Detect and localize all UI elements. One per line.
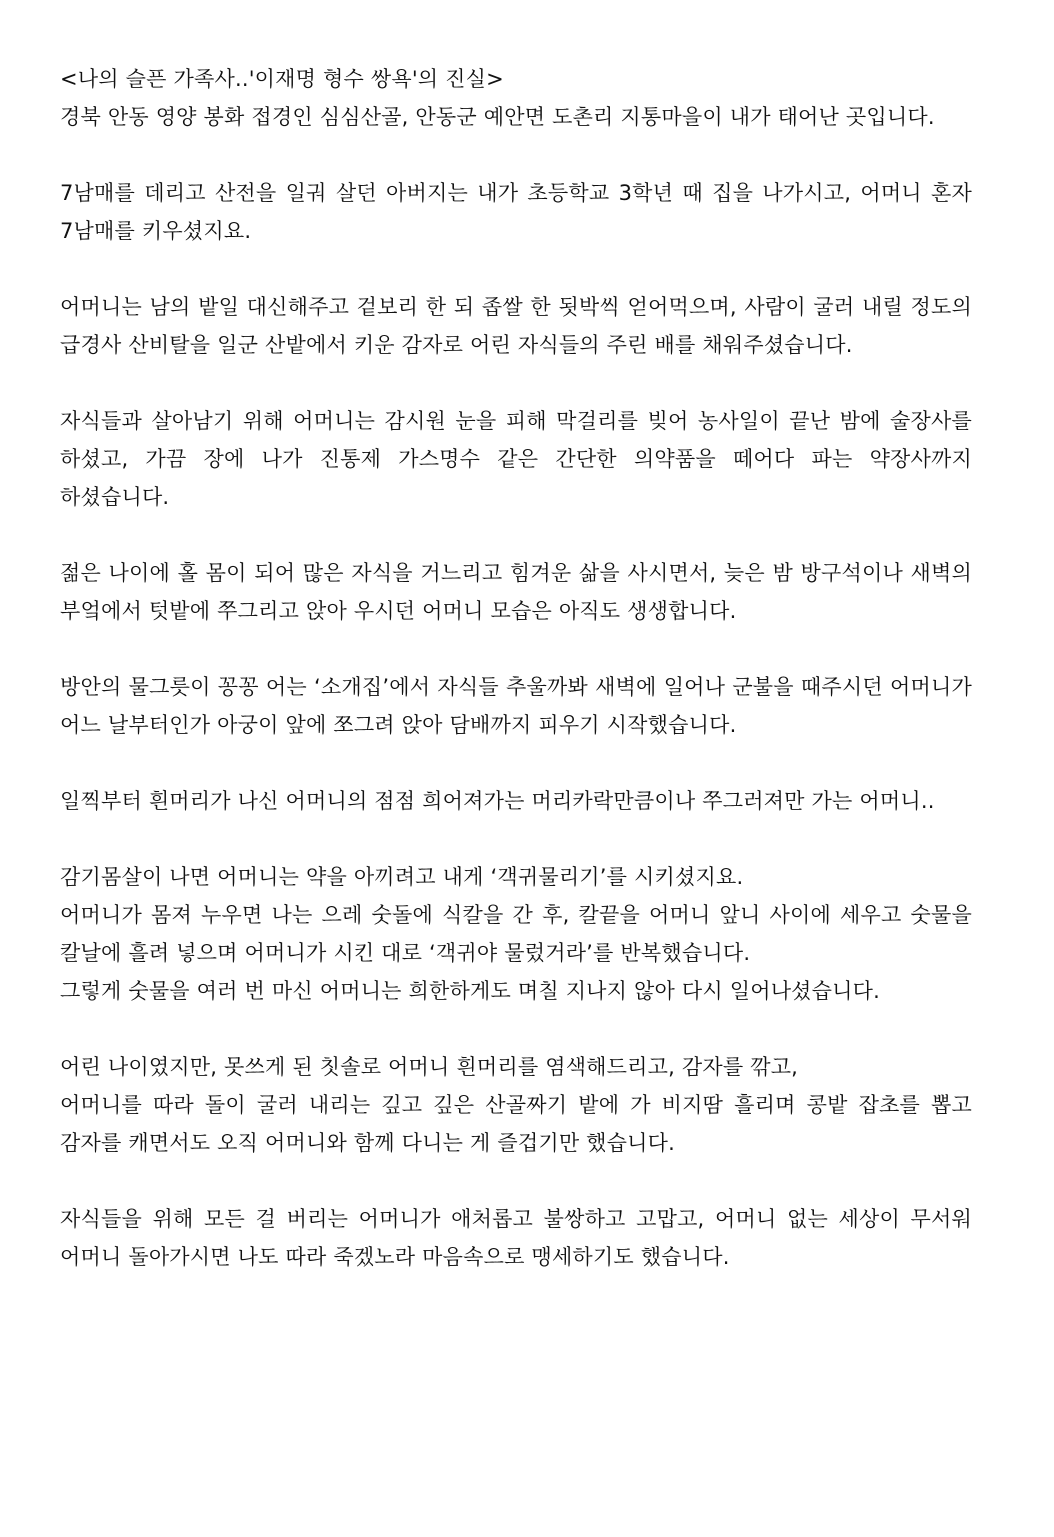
paragraph-mother-work: 어머니는 남의 밭일 대신해주고 겉보리 한 되 좁쌀 한 됫박씩 얻어먹으며, 사람이 굴러 내릴 정도의 급경사 산비탈을 일군 산밭에서 키운 감자로 어린 자식들의 주린 배를 채워주셨습니다. (60, 295, 972, 357)
paragraph-gap (60, 1162, 972, 1200)
paragraph-gap (60, 136, 972, 174)
paragraph-white-hair: 일찍부터 흰머리가 나신 어머니의 점점 희어져가는 머리카락만큼이나 쭈그러져만 가는 어머니.. (60, 789, 935, 813)
paragraph-vow: 자식들을 위해 모든 걸 버리는 어머니가 애처롭고 불쌍하고 고맙고, 어머니 없는 세상이 무서워 어머니 돌아가시면 나도 따라 죽겠노라 마음속으로 맹세하기도 했습니다. (60, 1207, 972, 1269)
paragraph-gap (60, 1010, 972, 1048)
paragraph-childhood-help: 어린 나이였지만, 못쓰게 된 칫솔로 어머니 흰머리를 염색해드리고, 감자를 깎고, (60, 1055, 799, 1079)
paragraph-gap (60, 250, 972, 288)
paragraph-gap (60, 744, 972, 782)
paragraph-gaekgwi-intro: 감기몸살이 나면 어머니는 약을 아끼려고 내게 ‘객귀물리기’를 시키셨지요. (60, 865, 744, 889)
paragraph-father-left: 7남매를 데리고 산전을 일궈 살던 아버지는 내가 초등학교 3학년 때 집을 나가시고, 어머니 혼자 7남매를 키우셨지요. (60, 181, 972, 243)
paragraph-gap (60, 364, 972, 402)
document-title: <나의 슬픈 가족사..'이재명 형수 쌍욕'의 진실> (60, 67, 504, 91)
paragraph-birthplace: 경북 안동 영양 봉화 접경인 심심산골, 안동군 예안면 도촌리 지통마을이 내가 태어난 곳입니다. (60, 105, 935, 129)
paragraph-gap (60, 820, 972, 858)
paragraph-gaekgwi-recovery: 그렇게 숫물을 여러 번 마신 어머니는 희한하게도 며칠 지나지 않아 다시 일어나셨습니다. (60, 979, 880, 1003)
paragraph-gap (60, 630, 972, 668)
paragraph-mother-tears: 젊은 나이에 홀 몸이 되어 많은 자식을 거느리고 힘겨운 삶을 사시면서, 늦은 밤 방구석이나 새벽의 부엌에서 텃밭에 쭈그리고 앉아 우시던 어머니 모습은 아직도 생생합니다. (60, 561, 972, 623)
paragraph-mother-smoking: 방안의 물그릇이 꽁꽁 어는 ‘소개집’에서 자식들 추울까봐 새벽에 일어나 군불을 때주시던 어머니가 어느 날부터인가 아궁이 앞에 쪼그려 앉아 담배까지 피우기 시작했습니다. (60, 675, 972, 737)
paragraph-childhood-field: 어머니를 따라 돌이 굴러 내리는 깊고 깊은 산골짜기 밭에 가 비지땀 흘리며 콩밭 잡초를 뽑고 감자를 캐면서도 오직 어머니와 함께 다니는 게 즐겁기만 했습니다. (60, 1093, 972, 1155)
paragraph-gaekgwi-ritual: 어머니가 몸져 누우면 나는 으레 숫돌에 식칼을 간 후, 칼끝을 어머니 앞니 사이에 세우고 숫물을 칼날에 흘려 넣으며 어머니가 시킨 대로 ‘객귀야 물렀거라’를 반복했습니다. (60, 903, 972, 965)
document-page (60, 60, 972, 1276)
paragraph-gap (60, 516, 972, 554)
paragraph-mother-trade: 자식들과 살아남기 위해 어머니는 감시원 눈을 피해 막걸리를 빚어 농사일이 끝난 밤에 술장사를 하셨고, 가끔 장에 나가 진통제 가스명수 같은 간단한 의약품을 떼어다 파는 약장사까지 하셨습니다. (60, 409, 972, 509)
